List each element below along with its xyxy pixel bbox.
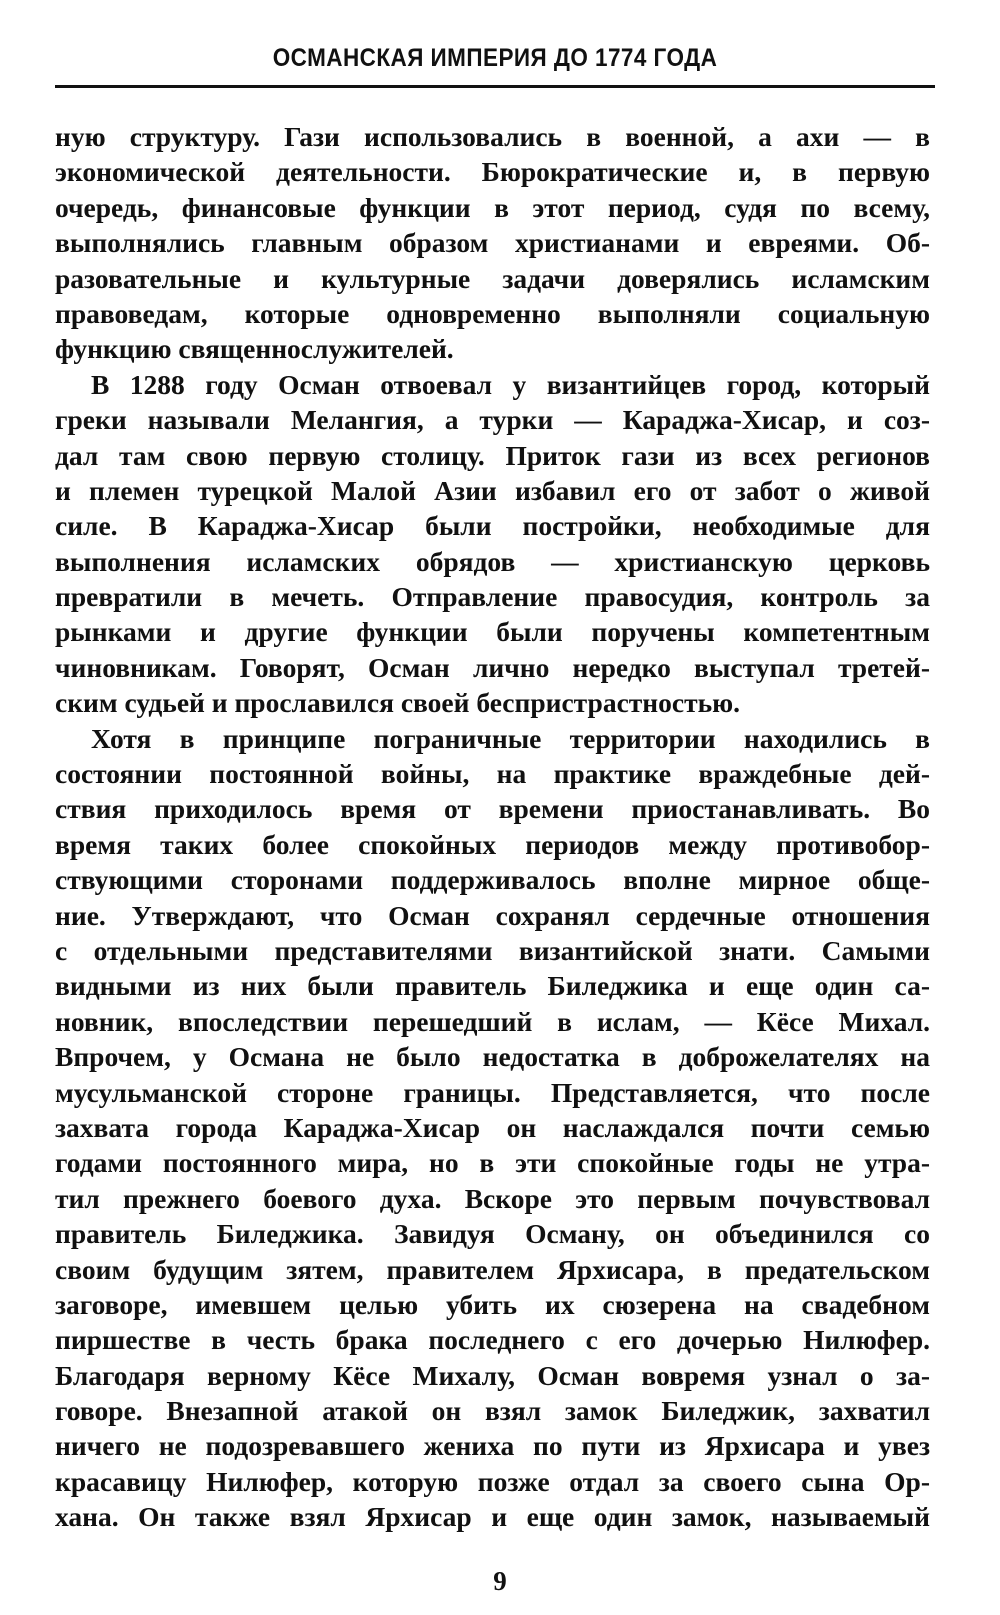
text-line: Благодаря верному Кёсе Михалу, Осман вовремя узнал о за- <box>55 1359 930 1391</box>
page-number: 9 <box>493 1566 507 1596</box>
text-line: Впрочем, у Османа не было недостатка в доброжелателях на <box>55 1041 930 1073</box>
text-line: красавицу Нилюфер, которую позже отдал за своего сына Ор- <box>55 1465 930 1497</box>
text-line: правоведам, которые одновременно выполняли социальную <box>55 297 930 329</box>
text-line: В 1288 году Осман отвоевал у византийцев город, который <box>91 368 930 400</box>
text-line: хана. Он также взял Ярхисар и еще один замок, называемый <box>55 1501 930 1533</box>
running-head: ОСМАНСКАЯ ИМПЕРИЯ ДО 1774 ГОДА <box>272 44 718 72</box>
text-line: ничего не подозревавшего жениха по пути из Ярхисара и увез <box>55 1430 930 1462</box>
text-line: силе. В Караджа-Хисар были постройки, необходимые для <box>55 510 930 542</box>
text-line: очередь, финансовые функции в этот период, судя по всему, <box>55 191 930 223</box>
text-line: своим будущим зятем, правителем Ярхисара, в предательском <box>55 1253 930 1285</box>
text-line: правитель Биледжика. Завидуя Осману, он объединился со <box>55 1218 930 1250</box>
text-line: пиршестве в честь брака последнего с его дочерью Нилюфер. <box>55 1324 930 1356</box>
text-line: видными из них были правитель Биледжика и еще один са- <box>55 970 930 1002</box>
text-line: заговоре, имевшем целью убить их сюзерена на свадебном <box>55 1288 930 1320</box>
text-line: разовательные и культурные задачи доверялись исламским <box>55 262 930 294</box>
text-line: и племен турецкой Малой Азии избавил его от забот о живой <box>55 474 930 506</box>
text-line: тил прежнего боевого духа. Вскоре это первым почувствовал <box>55 1182 930 1214</box>
text-line: дал там свою первую столицу. Приток гази из всех регионов <box>55 439 930 471</box>
text-line: превратили в мечеть. Отправление правосудия, контроль за <box>55 581 930 613</box>
text-line: захвата города Караджа-Хисар он наслаждался почти семью <box>55 1111 930 1143</box>
text-line: ную структуру. Гази использовались в военной, а ахи — в <box>55 121 930 152</box>
text-line: чиновникам. Говорят, Осман лично нередко выступал третей- <box>55 651 930 683</box>
text-line: греки называли Мелангия, а турки — Караджа-Хисар, и соз- <box>55 404 930 436</box>
text-line: новник, впоследствии перешедший в ислам, — Кёсе Михал. <box>55 1005 930 1037</box>
body-text <box>55 119 930 1535</box>
text-line: рынками и другие функции были поручены компетентным <box>55 616 930 648</box>
text-line: говоре. Внезапной атакой он взял замок Биледжик, захватил <box>55 1395 930 1427</box>
text-line: состоянии постоянной войны, на практике враждебные дей- <box>55 758 930 790</box>
text-line: мусульманской стороне границы. Представляется, что после <box>55 1076 930 1108</box>
header-rule <box>55 85 935 88</box>
text-line: экономической деятельности. Бюрократические и, в первую <box>55 156 930 188</box>
text-line: ствия приходилось время от времени приостанавливать. Во <box>55 793 930 825</box>
text-line: ние. Утверждают, что Осман сохранял сердечные отношения <box>55 899 930 931</box>
text-line: с отдельными представителями византийской знати. Самыми <box>55 934 930 966</box>
text-line: выполнялись главным образом христианами и евреями. Об- <box>55 227 930 259</box>
text-line: Хотя в принципе пограничные территории находились в <box>91 722 930 754</box>
text-line: ским судьей и прославился своей беспристрастностью. <box>55 687 741 719</box>
text-line: годами постоянного мира, но в эти спокойные годы не утра- <box>55 1147 930 1179</box>
text-line: выполнения исламских обрядов — христианскую церковь <box>55 545 930 577</box>
text-line: ствующими сторонами поддерживалось вполне мирное обще- <box>55 864 930 896</box>
text-line: время таких более спокойных периодов между противобор- <box>55 828 930 860</box>
text-line: функцию священнослужителей. <box>55 333 454 365</box>
